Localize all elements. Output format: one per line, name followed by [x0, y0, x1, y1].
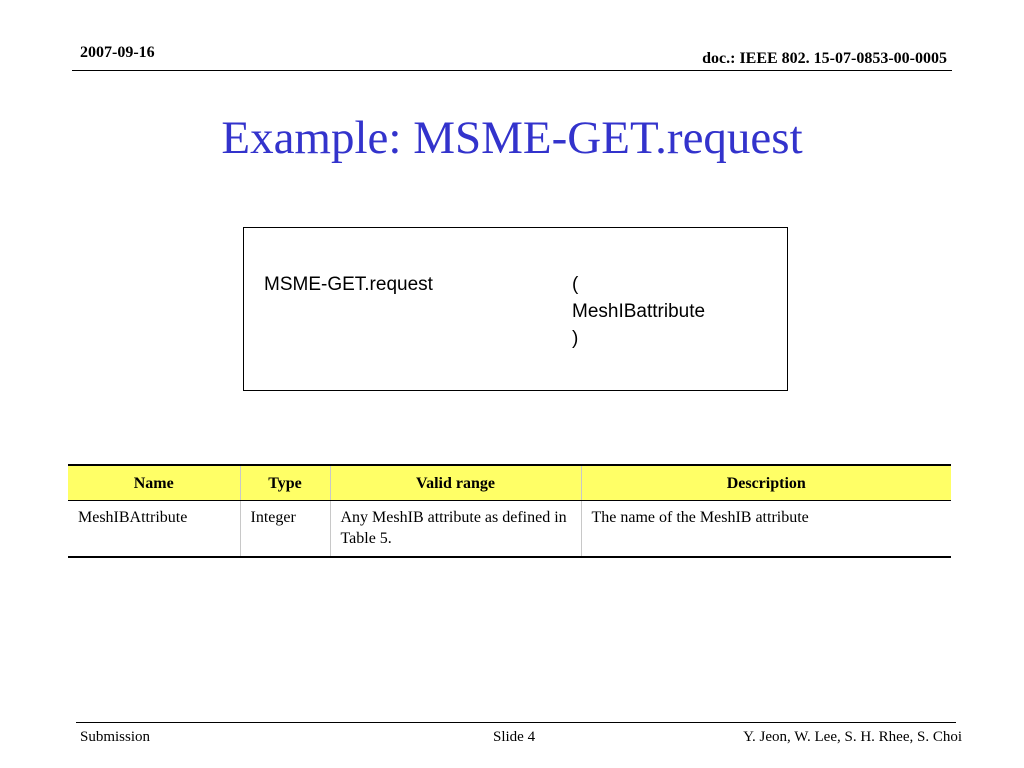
cell-description: The name of the MeshIB attribute: [581, 501, 951, 558]
primitive-param: MeshIBattribute: [572, 301, 706, 322]
cell-type: Integer: [240, 501, 330, 558]
primitive-name: MSME-GET.request: [264, 274, 433, 295]
footer-slide-number: Slide 4: [493, 729, 536, 745]
parameter-table: [68, 464, 951, 558]
primitive-params: [572, 271, 705, 352]
primitive-open-paren: (: [572, 274, 579, 295]
table-row: [68, 501, 951, 558]
column-header-name: Name: [68, 465, 240, 501]
column-header-type: Type: [240, 465, 330, 501]
header-doc-id: doc.: IEEE 802. 15-07-0853-00-0005: [702, 50, 947, 67]
table-header-row: [68, 465, 951, 501]
header-date: 2007-09-16: [80, 44, 155, 61]
header-divider: [72, 70, 952, 71]
cell-valid-range: Any MeshIB attribute as defined in Table 5.: [330, 501, 581, 558]
footer-submission: Submission: [80, 729, 151, 745]
column-header-description: Description: [581, 465, 951, 501]
primitive-close-paren: ): [572, 328, 579, 349]
primitive-box: [243, 227, 788, 391]
footer-authors: Y. Jeon, W. Lee, S. H. Rhee, S. Choi: [743, 729, 962, 745]
footer-divider: [76, 722, 956, 723]
slide-title: Example: MSME-GET.request: [221, 112, 803, 164]
column-header-valid-range: Valid range: [330, 465, 581, 501]
cell-name: MeshIBAttribute: [68, 501, 240, 558]
